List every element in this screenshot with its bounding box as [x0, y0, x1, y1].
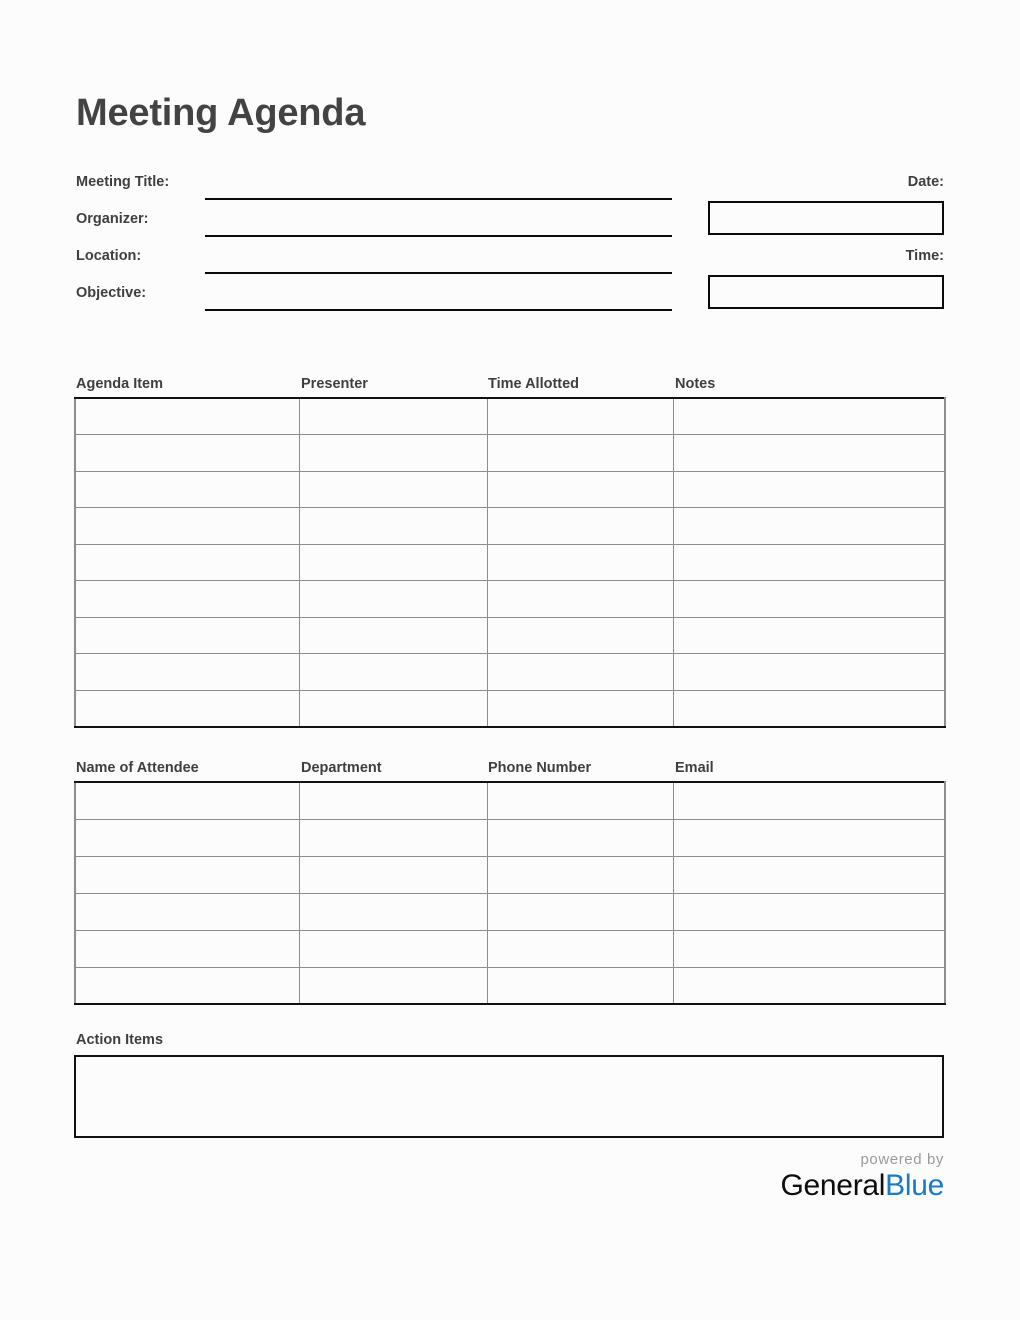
table-cell[interactable]	[75, 856, 299, 893]
table-cell[interactable]	[299, 782, 487, 819]
table-cell[interactable]	[299, 435, 487, 472]
table-cell[interactable]	[487, 471, 673, 508]
table-cell[interactable]	[299, 508, 487, 545]
attendee-column-header-name: Name of Attendee	[76, 760, 199, 776]
table-cell[interactable]	[673, 690, 945, 727]
table-cell[interactable]	[673, 654, 945, 691]
label-date: Date:	[907, 174, 944, 190]
table-cell[interactable]	[487, 893, 673, 930]
table-cell[interactable]	[75, 654, 299, 691]
table-cell[interactable]	[75, 581, 299, 618]
location-input[interactable]	[205, 272, 672, 274]
time-input[interactable]	[708, 275, 944, 309]
brand-wordmark	[781, 1171, 945, 1201]
attendee-column-header-department: Department	[301, 760, 382, 776]
table-row	[75, 471, 945, 508]
table-cell[interactable]	[487, 690, 673, 727]
attendee-table[interactable]	[74, 781, 946, 1005]
table-cell[interactable]	[487, 856, 673, 893]
action-items-input[interactable]	[74, 1055, 944, 1138]
attendee-table-body	[75, 782, 945, 1004]
powered-by-text: powered by	[860, 1151, 944, 1168]
table-cell[interactable]	[673, 435, 945, 472]
label-location: Location:	[76, 248, 142, 264]
organizer-input[interactable]	[205, 235, 672, 237]
label-objective: Objective:	[76, 285, 147, 301]
table-cell[interactable]	[299, 471, 487, 508]
table-row	[75, 930, 945, 967]
brand-blue: Blue	[885, 1169, 944, 1202]
table-cell[interactable]	[75, 544, 299, 581]
agenda-column-header-time-allotted: Time Allotted	[488, 376, 580, 392]
table-cell[interactable]	[299, 398, 487, 435]
table-cell[interactable]	[673, 617, 945, 654]
table-cell[interactable]	[673, 856, 945, 893]
attendee-column-header-phone-number: Phone Number	[488, 760, 592, 776]
table-cell[interactable]	[75, 508, 299, 545]
brand-general: General	[780, 1169, 886, 1202]
table-cell[interactable]	[75, 398, 299, 435]
action-items-label: Action Items	[76, 1032, 164, 1048]
table-cell[interactable]	[487, 435, 673, 472]
agenda-table[interactable]	[74, 397, 946, 728]
table-cell[interactable]	[75, 471, 299, 508]
table-cell[interactable]	[75, 930, 299, 967]
table-cell[interactable]	[299, 654, 487, 691]
table-cell[interactable]	[673, 471, 945, 508]
table-row	[75, 819, 945, 856]
agenda-table-body	[75, 398, 945, 727]
general-blue-logo	[781, 1152, 945, 1201]
table-cell[interactable]	[673, 930, 945, 967]
table-cell[interactable]	[75, 893, 299, 930]
table-cell[interactable]	[487, 967, 673, 1004]
table-cell[interactable]	[75, 690, 299, 727]
label-organizer: Organizer:	[76, 211, 149, 227]
attendee-column-header-email: Email	[675, 760, 714, 776]
table-row	[75, 690, 945, 727]
table-cell[interactable]	[299, 893, 487, 930]
table-cell[interactable]	[487, 654, 673, 691]
table-row	[75, 856, 945, 893]
agenda-column-header-presenter: Presenter	[301, 376, 368, 392]
table-cell[interactable]	[299, 617, 487, 654]
table-cell[interactable]	[299, 856, 487, 893]
label-meeting-title: Meeting Title:	[76, 174, 170, 190]
agenda-column-header-agenda-item: Agenda Item	[76, 376, 164, 392]
table-cell[interactable]	[299, 581, 487, 618]
table-cell[interactable]	[75, 617, 299, 654]
table-row	[75, 435, 945, 472]
table-cell[interactable]	[75, 435, 299, 472]
table-row	[75, 508, 945, 545]
table-cell[interactable]	[673, 508, 945, 545]
meeting-title-input[interactable]	[205, 198, 672, 200]
table-row	[75, 398, 945, 435]
table-cell[interactable]	[673, 967, 945, 1004]
table-cell[interactable]	[487, 617, 673, 654]
table-row	[75, 654, 945, 691]
table-row	[75, 782, 945, 819]
table-cell[interactable]	[487, 508, 673, 545]
table-cell[interactable]	[487, 782, 673, 819]
table-cell[interactable]	[299, 690, 487, 727]
table-row	[75, 967, 945, 1004]
table-cell[interactable]	[75, 782, 299, 819]
table-cell[interactable]	[487, 819, 673, 856]
table-cell[interactable]	[299, 967, 487, 1004]
table-cell[interactable]	[487, 581, 673, 618]
table-cell[interactable]	[673, 819, 945, 856]
page-title: Meeting Agenda	[76, 92, 366, 134]
table-cell[interactable]	[75, 967, 299, 1004]
table-cell[interactable]	[673, 544, 945, 581]
table-cell[interactable]	[673, 782, 945, 819]
date-input[interactable]	[708, 201, 944, 235]
table-cell[interactable]	[673, 581, 945, 618]
table-row	[75, 893, 945, 930]
table-cell[interactable]	[487, 930, 673, 967]
agenda-column-header-notes: Notes	[675, 376, 716, 392]
label-time: Time:	[905, 248, 944, 264]
table-cell[interactable]	[673, 893, 945, 930]
table-cell[interactable]	[299, 819, 487, 856]
table-cell[interactable]	[75, 819, 299, 856]
objective-input[interactable]	[205, 309, 672, 311]
table-cell[interactable]	[673, 398, 945, 435]
table-cell[interactable]	[487, 398, 673, 435]
table-row	[75, 544, 945, 581]
table-cell[interactable]	[299, 544, 487, 581]
table-cell[interactable]	[299, 930, 487, 967]
table-row	[75, 617, 945, 654]
table-row	[75, 581, 945, 618]
table-cell[interactable]	[487, 544, 673, 581]
